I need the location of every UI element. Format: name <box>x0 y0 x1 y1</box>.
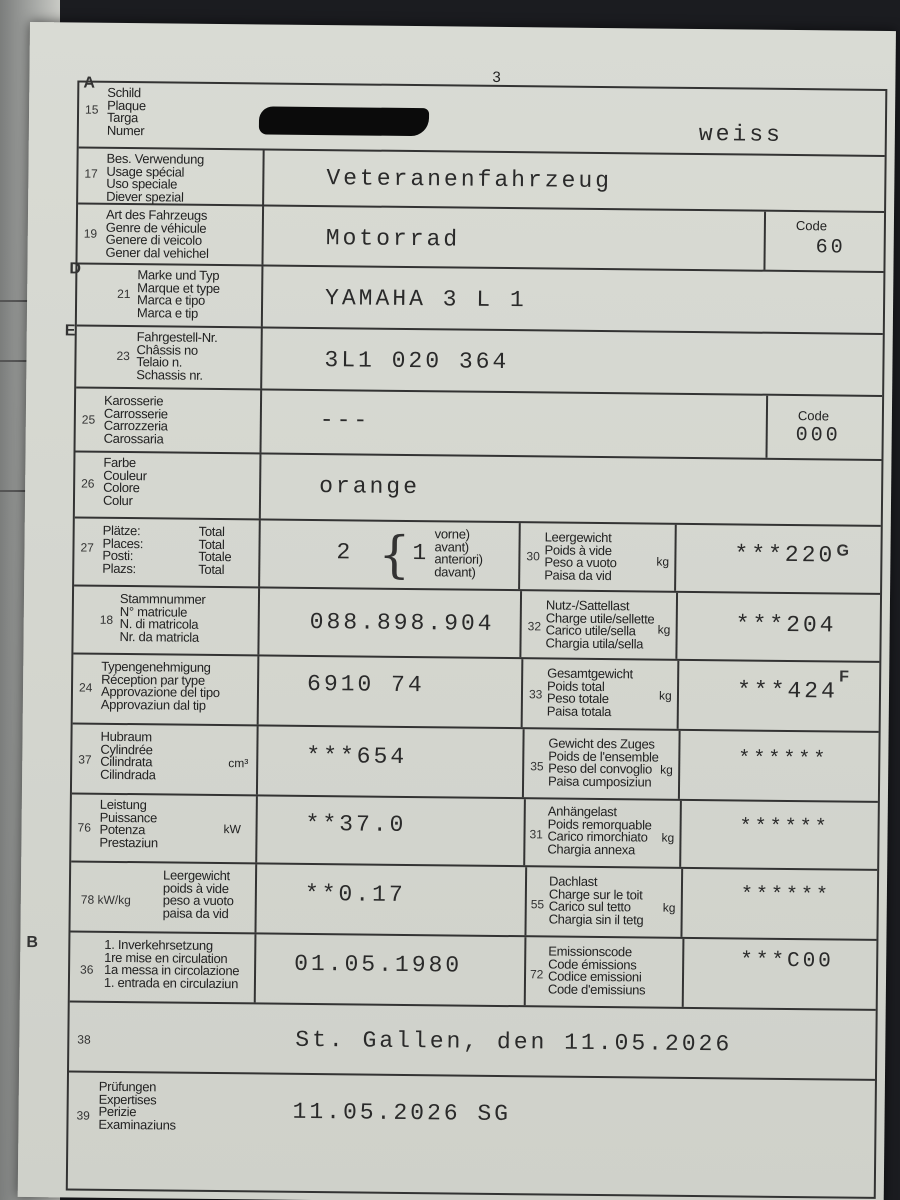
brace-symbol: { <box>378 525 411 585</box>
side-letter-a: A <box>83 74 96 92</box>
side-letter-d: D <box>69 260 82 278</box>
field-17-value: Veteranenfahrzeug <box>326 165 613 195</box>
field-23-value: 3L1 020 364 <box>324 347 510 376</box>
field-15-labels: Schild Plaque Targa Numer <box>106 84 146 138</box>
field-25-value: --- <box>319 407 371 434</box>
field-26-value: orange <box>319 473 421 501</box>
field-27-labels: Plätze: Places: Posti: Plazs: <box>102 522 144 576</box>
field-32-value: ***204 <box>735 611 837 639</box>
field-19-value: Motorrad <box>325 225 461 253</box>
field-72-value: ***C00 <box>740 949 834 974</box>
field-78-value: **0.17 <box>304 880 406 908</box>
row-displacement-train-weight: 37 Hubraum Cylindrée Cilindrata Cilindrada cm³ ***654 35 Gewicht des Zuges Poids de l'ensemble Peso del convoglio Paisa cumposiziun kg ****** <box>72 724 879 802</box>
redacted-plate-number <box>259 106 429 136</box>
field-38-value: St. Gallen, den 11.05.2026 <box>295 1026 733 1058</box>
row-power-trailer-load: 76 Leistung Puissance Potenza Prestaziun kW **37.0 31 Anhängelast Poids remorquable Carico rimorchiato Chargia annexa kg ****** <box>71 794 878 870</box>
field-24-value: 6910 74 <box>306 670 425 699</box>
field-35-value: ****** <box>738 747 829 772</box>
side-letter-f: F <box>839 668 850 686</box>
row-seats-empty-weight: 27 Plätze: Places: Posti: Plazs: Total Total Totale Total 2 { 1 vorne) avant) anteriori) davant) 30 Leergewicht Poids à vide Peso a vuoto Paisa da vid kg ***220 <box>74 518 881 594</box>
registration-document-page <box>18 22 896 1200</box>
field-17-special-use: 17 Bes. Verwendung Usage spécial Uso speciale Diever spezial Veteranenfahrzeug <box>78 149 885 213</box>
field-21-make-model: 21 Marke und Typ Marque et type Marca e tipo Marca e tip YAMAHA 3 L 1 <box>77 265 884 335</box>
field-25-code: 000 <box>795 424 841 448</box>
row-matricule-payload: 18 Stammnummer N° matricule N. di matricola Nr. da matricla 088.898.904 32 Nutz-/Sattellast Charge utile/sellette Carico utile/sella Chargia utila/sella kg ***204 <box>73 586 880 662</box>
field-26-color: 26 Farbe Couleur Colore Colur orange <box>75 453 882 527</box>
field-27-front-labels: vorne) avant) anteriori) davant) <box>434 526 483 580</box>
row-power-ratio-roof-load: 78 kW/kg Leergewicht poids à vide peso a vuoto paisa da vid **0.17 55 Dachlast Charge sur le toit Carico sul tetto Chargia sin il tetg kg ****** <box>70 862 877 940</box>
field-19-vehicle-type: 19 Art des Fahrzeugs Genre de véhicule Genere di veicolo Gener dal vehichel Motorrad Code 60 <box>77 205 884 273</box>
field-33-value: ***424 <box>736 677 838 705</box>
field-38-place-date: 38 St. Gallen, den 11.05.2026 <box>69 1002 876 1080</box>
page-number: 3 <box>492 68 501 86</box>
field-31-value: ****** <box>739 815 830 840</box>
field-23-chassis-number: 23 Fahrgestell-Nr. Châssis no Telaio n. Schassis nr. 3L1 020 364 <box>76 327 883 397</box>
field-27-total-value: 2 <box>336 539 354 566</box>
field-39-inspections: 39 Prüfungen Expertises Perizie Examinaziuns 11.05.2026 SG <box>76 1078 512 1133</box>
field-18-value: 088.898.904 <box>309 608 495 637</box>
field-30-value: ***220 <box>734 541 836 569</box>
field-15-value: weiss <box>698 121 784 148</box>
field-55-value: ****** <box>740 883 832 908</box>
row-first-registration-emissions: 36 1. Inverkehrsetzung 1re mise en circulation 1a messa in circolazione 1. entrada en circulaziun 01.05.1980 72 Emissionscode Code émissions Codice emissioni Code d'emissiuns ***C00 <box>70 932 877 1010</box>
side-letter-b: B <box>26 934 39 952</box>
field-21-value: YAMAHA 3 L 1 <box>324 285 527 314</box>
field-36-value: 01.05.1980 <box>294 950 463 979</box>
field-27-total-labels: Total Total Totale Total <box>198 523 232 577</box>
field-39-value: 11.05.2026 SG <box>292 1098 512 1128</box>
field-76-value: **37.0 <box>305 810 407 838</box>
vehicle-data-form <box>66 80 888 1198</box>
field-19-code: 60 <box>815 236 846 260</box>
side-letter-g: G <box>836 542 850 560</box>
field-27-front-value: 1 <box>412 540 430 567</box>
row-type-approval-total-weight: 24 Typengenehmigung Réception par type Approvazione del tipo Approvaziun dal tip 6910 74 33 Gesamtgewicht Poids total Peso totale Paisa totala kg ***424 <box>73 654 880 732</box>
field-25-body: 25 Karosserie Carrosserie Carrozzeria Carossaria --- Code 000 <box>75 389 882 461</box>
field-37-value: ***654 <box>306 742 408 770</box>
field-15-plate: 15 Schild Plaque Targa Numer weiss <box>79 83 886 157</box>
side-letter-e: E <box>64 322 76 340</box>
